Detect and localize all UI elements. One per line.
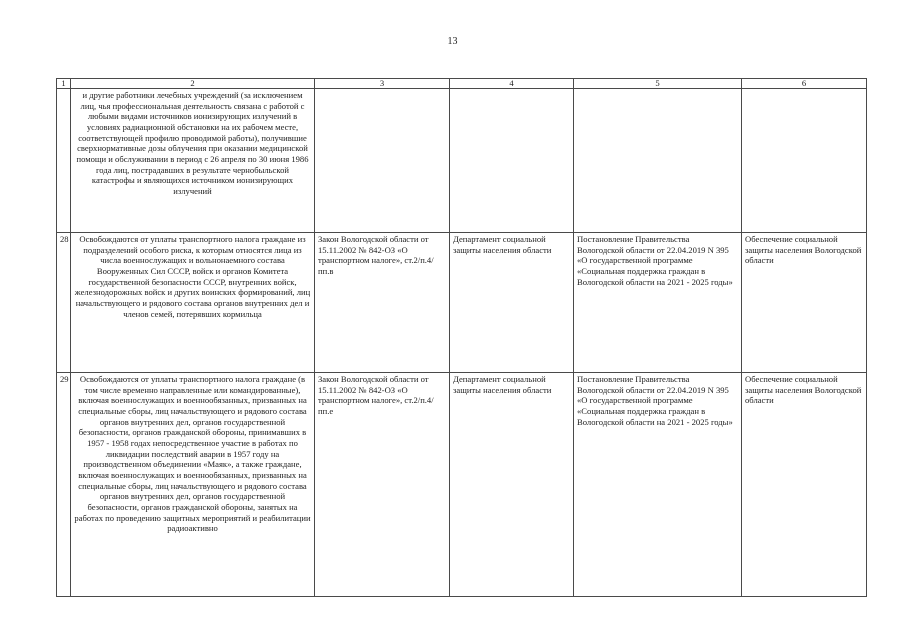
benefit-description: и другие работники лечебных учреждений (за исключением лиц, чья профессиональная деятельность связана с работой с любыми видами источников ионизирующих излучений в условиях радиационной обстановки на их рабочем месте, соответствующей профилю проводимой работы), получившие сверхнормативные дозы облучения при оказании медицинской помощи и обслуживании в период с 26 апреля по 30 июня 1986 года лиц, пострадавших в результате чернобыльской катастрофы и являющихся источником ионизирующих излучений [71,89,315,233]
legal-basis: Закон Вологодской области от 15.11.2002 № 842-ОЗ «О транспортном налоге», ст.2/п.4/пп.е [315,373,450,597]
state-program: Постановление Правительства Вологодской области от 22.04.2019 N 395 «О государственной программе «Социальная поддержка граждан в Вологодской области на 2021 - 2025 годы» [574,233,742,373]
state-program: Постановление Правительства Вологодской области от 22.04.2019 N 395 «О государственной программе «Социальная поддержка граждан в Вологодской области на 2021 - 2025 годы» [574,373,742,597]
curator: Департамент социальной защиты населения области [450,233,574,373]
curator: Департамент социальной защиты населения области [450,373,574,597]
curator [450,89,574,233]
table-row [57,89,867,233]
benefits-table [56,78,867,597]
program-goal: Обеспечение социальной защиты населения Вологодской области [742,373,867,597]
legal-basis [315,89,450,233]
header-col-5: 5 [574,79,742,89]
program-goal [742,89,867,233]
header-col-3: 3 [315,79,450,89]
header-col-2: 2 [71,79,315,89]
legal-basis: Закон Вологодской области от 15.11.2002 № 842-ОЗ «О транспортном налоге», ст.2/п.4/пп.в [315,233,450,373]
table-row [57,233,867,373]
benefit-description: Освобождаются от уплаты транспортного налога граждане из подразделений особого риска, к которым относятся лица из числа военнослужащих и вольнонаемного состава Вооруженных Сил СССР, войск и органов Комитета государственной безопасности СССР, внутренних войск, железнодорожных войск и других воинских формирований, лиц начальствующего и рядового состава органов внутренних дел и членов семей, потерявших кормильца [71,233,315,373]
table-row [57,373,867,597]
row-number [57,89,71,233]
header-col-6: 6 [742,79,867,89]
benefit-description: Освобождаются от уплаты транспортного налога граждане (в том числе временно направленные или командированные), включая военнослужащих и военнообязанных, призванных на специальные сборы, лиц начальствующего и рядового состава органов внутренних дел, органов государственной безопасности, органов гражданской обороны, принимавших в 1957 - 1958 годах непосредственное участие в работах по ликвидации последствий аварии в 1957 году на производственном объединении «Маяк», а также граждане, включая военнослужащих и военнообязанных, призванных на специальные сборы, лиц начальствующего и рядового состава органов внутренних дел, органов государственной безопасности, органов гражданской обороны, занятых на работах по проведению защитных мероприятий и реабилитации радиоактивно [71,373,315,597]
header-row [57,79,867,89]
program-goal: Обеспечение социальной защиты населения Вологодской области [742,233,867,373]
row-number: 29 [57,373,71,597]
row-number: 28 [57,233,71,373]
header-col-4: 4 [450,79,574,89]
state-program [574,89,742,233]
page-number: 13 [447,36,458,47]
header-col-1: 1 [57,79,71,89]
